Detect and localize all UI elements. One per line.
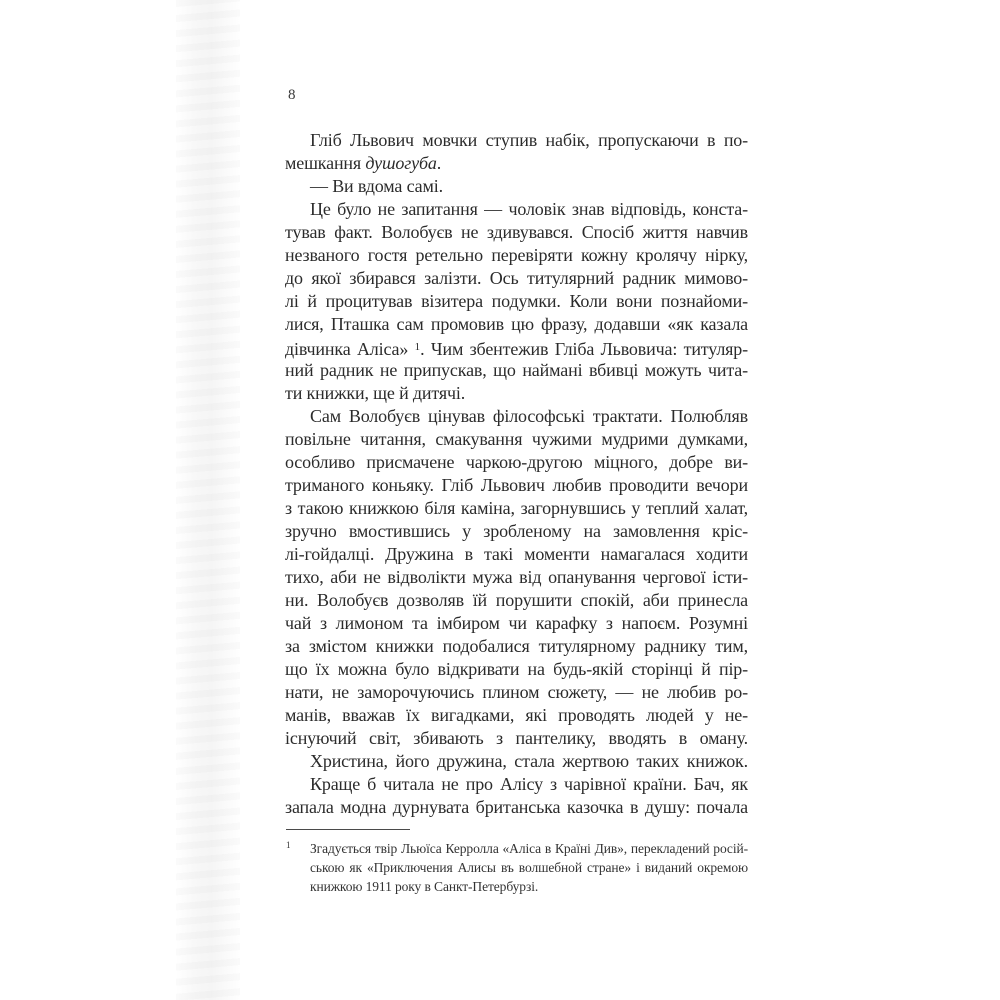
text-segment: тихо, аби не відволікти мужа від опанування чергової істи- — [285, 567, 748, 587]
text-segment: триманого коньяку. Гліб Львович любив проводити вечори — [285, 475, 748, 495]
text-segment: . — [436, 153, 442, 173]
text-line — [285, 727, 748, 750]
text-line — [285, 405, 748, 428]
footnote-rule — [286, 829, 410, 830]
text-segment: дівчинка Аліса» — [285, 339, 415, 359]
text-line — [285, 313, 748, 336]
text-segment: — Ви вдома самі. — [310, 176, 443, 196]
text-line — [285, 359, 748, 382]
text-line — [285, 244, 748, 267]
text-segment: книжкою 1911 року в Санкт-Петербурзі. — [310, 879, 539, 894]
text-line — [285, 290, 748, 313]
text-line — [285, 796, 748, 819]
footnote-text — [310, 839, 748, 896]
text-segment: Краще б читала не про Алісу з чарівної країни. Бач, як — [310, 774, 748, 794]
text-segment: душогуба — [365, 153, 437, 173]
text-segment: Христина, його дружина, стала жертвою таких книжок. — [310, 751, 748, 771]
text-line — [285, 773, 748, 796]
text-segment: манів, вважав їх вигадками, які проводять людей у не- — [285, 705, 748, 725]
text-line — [285, 635, 748, 658]
text-segment: до якої збирався залізти. Ось титулярний радник мимово- — [285, 268, 748, 288]
text-line — [285, 750, 748, 773]
text-line — [310, 858, 748, 877]
text-segment: запала модна дурнувата британська казочка в душу: почала — [285, 797, 748, 817]
text-segment: . Чим збентежив Гліба Львовича: титуляр- — [420, 339, 748, 359]
text-line — [285, 520, 748, 543]
text-segment: зручно вмостившись у зробленому на замовлення кріс- — [285, 521, 748, 541]
text-line — [285, 382, 748, 405]
text-segment: чай з лимоном та імбиром чи карафку з напоєм. Розумні — [285, 613, 748, 633]
footnote-marker: 1 — [286, 840, 291, 850]
text-segment: з такою книжкою біля каміна, загорнувшись у теплий халат, — [285, 498, 748, 518]
text-segment: лі й процитував візитера подумки. Коли вони познайоми- — [285, 291, 748, 311]
text-line — [285, 221, 748, 244]
text-line — [310, 877, 748, 896]
text-segment: Згадується твір Льюїса Керролла «Аліса в Країні Див», перекладений росій- — [310, 841, 748, 856]
text-segment: існуючий світ, збивають з пантелику, вводять в оману. — [285, 728, 748, 748]
text-line — [285, 336, 748, 359]
text-segment: повільне читання, смакування чужими мудрими думками, — [285, 429, 748, 449]
text-line — [285, 543, 748, 566]
text-line — [285, 497, 748, 520]
text-line — [285, 589, 748, 612]
page-gutter-shadow — [176, 0, 240, 1000]
text-segment: що їх можна було відкривати на будь-якій сторінці й пір- — [285, 659, 748, 679]
text-segment: тував факт. Волобуєв не здивувався. Спосіб життя навчив — [285, 222, 748, 242]
text-segment: незваного гостя ретельно перевіряти кожну кролячу нірку, — [285, 245, 748, 265]
text-segment: ний радник не припускав, що наймані вбивці можуть чита- — [285, 360, 748, 380]
text-line — [285, 566, 748, 589]
text-line — [285, 129, 748, 152]
body-text — [285, 129, 748, 819]
text-line — [285, 451, 748, 474]
text-segment: Це було не запитання — чоловік знав відповідь, конста- — [310, 199, 748, 219]
text-line — [285, 175, 748, 198]
text-segment: ни. Волобуєв дозволяв їй порушити спокій, аби принесла — [285, 590, 748, 610]
text-line — [285, 704, 748, 727]
text-line — [285, 681, 748, 704]
text-segment: Сам Волобуєв цінував філософські трактати. Полюбляв — [310, 406, 748, 426]
page-number: 8 — [288, 87, 296, 103]
text-line — [285, 612, 748, 635]
text-segment: лі-гойдалці. Дружина в такі моменти намагалася ходити — [285, 544, 748, 564]
text-segment: ти книжки, ще й дитячі. — [285, 383, 466, 403]
text-line — [285, 267, 748, 290]
text-segment: ською як «Приключения Алисы въ волшебной стране» і виданий окремою — [310, 860, 748, 875]
text-line — [310, 839, 748, 858]
text-segment: особливо присмачене чаркою-другою міцного, добре ви- — [285, 452, 748, 472]
text-segment: мешкання — [285, 153, 366, 173]
text-line — [285, 474, 748, 497]
footnote-reference: 1 — [414, 341, 421, 353]
text-segment: лися, Пташка сам промовив цю фразу, додавши «як казала — [285, 314, 748, 334]
text-segment: Гліб Львович мовчки ступив набік, пропускаючи в по- — [310, 130, 748, 150]
text-segment: нати, не заморочуючись плином сюжету, — не любив ро- — [285, 682, 748, 702]
footnote — [286, 839, 748, 896]
text-line — [285, 658, 748, 681]
text-segment: за змістом книжки подобалися титулярному раднику тим, — [285, 636, 748, 656]
text-line — [285, 152, 748, 175]
text-line — [285, 428, 748, 451]
text-line — [285, 198, 748, 221]
